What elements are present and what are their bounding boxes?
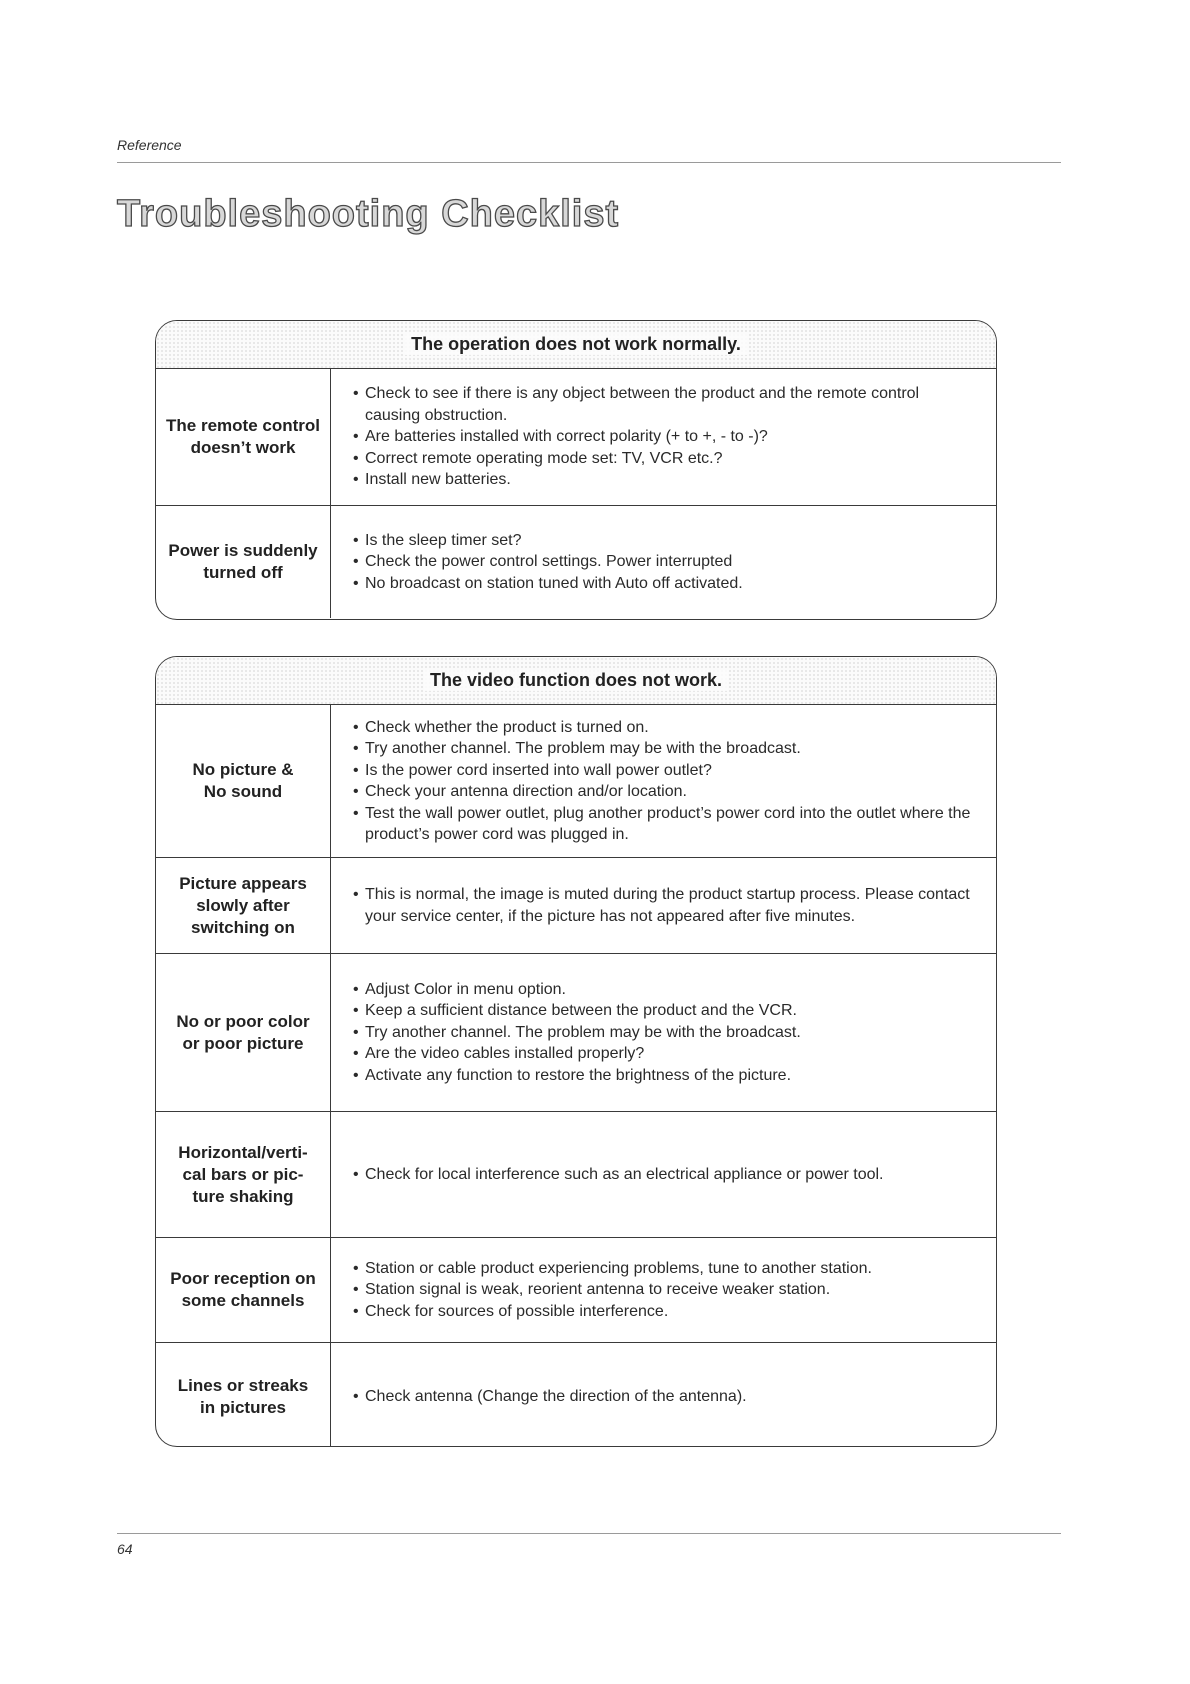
solution-item: • Check to see if there is any object between the product and the remote control causing obstruction. bbox=[353, 383, 974, 426]
solution-item: • Try another channel. The problem may be with the broadcast. bbox=[353, 1022, 974, 1044]
problem-label bbox=[156, 369, 331, 505]
table-row bbox=[156, 369, 996, 506]
solution-item: • Check for sources of possible interference. bbox=[353, 1301, 974, 1323]
table-row bbox=[156, 506, 996, 618]
solution-list bbox=[331, 858, 996, 953]
solution-item: • Correct remote operating mode set: TV, VCR etc.? bbox=[353, 448, 974, 470]
table-row bbox=[156, 705, 996, 858]
solution-item: • Keep a sufficient distance between the product and the VCR. bbox=[353, 1000, 974, 1022]
solution-list bbox=[331, 954, 996, 1111]
solution-item: • Check for local interference such as an electrical appliance or power tool. bbox=[353, 1164, 974, 1186]
solution-item: • Try another channel. The problem may be with the broadcast. bbox=[353, 738, 974, 760]
solution-item: • Is the sleep timer set? bbox=[353, 530, 974, 552]
problem-label-text: No picture & No sound bbox=[192, 760, 294, 801]
page-title: Troubleshooting Checklist bbox=[117, 193, 620, 235]
problem-label bbox=[156, 1112, 331, 1237]
problem-label-text: The remote control doesn’t work bbox=[166, 416, 320, 457]
problem-label-text: Lines or streaks in pictures bbox=[177, 1375, 309, 1417]
operation-panel bbox=[155, 320, 997, 620]
solution-item: • This is normal, the image is muted during the product startup process. Please contact your service center, if the picture has not appeared after five minutes. bbox=[353, 884, 974, 927]
video-panel-header bbox=[156, 657, 996, 705]
solution-list bbox=[331, 1112, 996, 1237]
solution-item: • Test the wall power outlet, plug another product’s power cord into the outlet where the product’s power cord was plugged in. bbox=[353, 803, 974, 846]
problem-label bbox=[156, 858, 331, 953]
section-label: Reference bbox=[117, 137, 182, 153]
problem-label bbox=[156, 1238, 331, 1342]
table-row bbox=[156, 858, 996, 954]
problem-label-text: Power is suddenly turned off bbox=[168, 541, 318, 582]
problem-label bbox=[156, 506, 331, 618]
table-row bbox=[156, 954, 996, 1112]
solution-list bbox=[331, 1343, 996, 1447]
operation-panel-header bbox=[156, 321, 996, 369]
problem-label-text: Poor reception on some channels bbox=[170, 1269, 316, 1310]
solution-list bbox=[331, 705, 996, 857]
solution-item: • Activate any function to restore the brightness of the picture. bbox=[353, 1065, 974, 1087]
solution-item: • Are the video cables installed properly? bbox=[353, 1043, 974, 1065]
solution-item: • Check your antenna direction and/or location. bbox=[353, 781, 974, 803]
solution-item: • Check antenna (Change the direction of the antenna). bbox=[353, 1386, 974, 1408]
problem-label-text: No or poor color or poor picture bbox=[176, 1011, 310, 1053]
problem-label-text: Picture appears slowly after switching on bbox=[179, 873, 307, 937]
problem-label bbox=[156, 1343, 331, 1447]
video-panel bbox=[155, 656, 997, 1447]
problem-label bbox=[156, 954, 331, 1111]
page-number: 64 bbox=[117, 1541, 133, 1557]
video-panel-heading: The video function does not work. bbox=[424, 670, 728, 691]
problem-label-text: Horizontal/verti- cal bars or pic- ture shaking bbox=[178, 1142, 308, 1206]
footer-divider bbox=[117, 1533, 1061, 1534]
table-row bbox=[156, 1238, 996, 1343]
solution-item: • Are batteries installed with correct polarity (+ to +, - to -)? bbox=[353, 426, 974, 448]
solution-item: • Adjust Color in menu option. bbox=[353, 979, 974, 1001]
solution-list bbox=[331, 506, 996, 618]
solution-item: • Is the power cord inserted into wall power outlet? bbox=[353, 760, 974, 782]
solution-item: • Check whether the product is turned on. bbox=[353, 717, 974, 739]
solution-item: • Install new batteries. bbox=[353, 469, 974, 491]
table-row bbox=[156, 1112, 996, 1238]
operation-panel-heading: The operation does not work normally. bbox=[405, 334, 747, 355]
solution-item: • Check the power control settings. Power interrupted bbox=[353, 551, 974, 573]
solution-list bbox=[331, 1238, 996, 1342]
solution-item: • No broadcast on station tuned with Auto off activated. bbox=[353, 573, 974, 595]
solution-list bbox=[331, 369, 996, 505]
problem-label bbox=[156, 705, 331, 857]
table-row bbox=[156, 1343, 996, 1447]
solution-item: • Station or cable product experiencing problems, tune to another station. bbox=[353, 1258, 974, 1280]
solution-item: • Station signal is weak, reorient antenna to receive weaker station. bbox=[353, 1279, 974, 1301]
header-divider bbox=[117, 162, 1061, 163]
